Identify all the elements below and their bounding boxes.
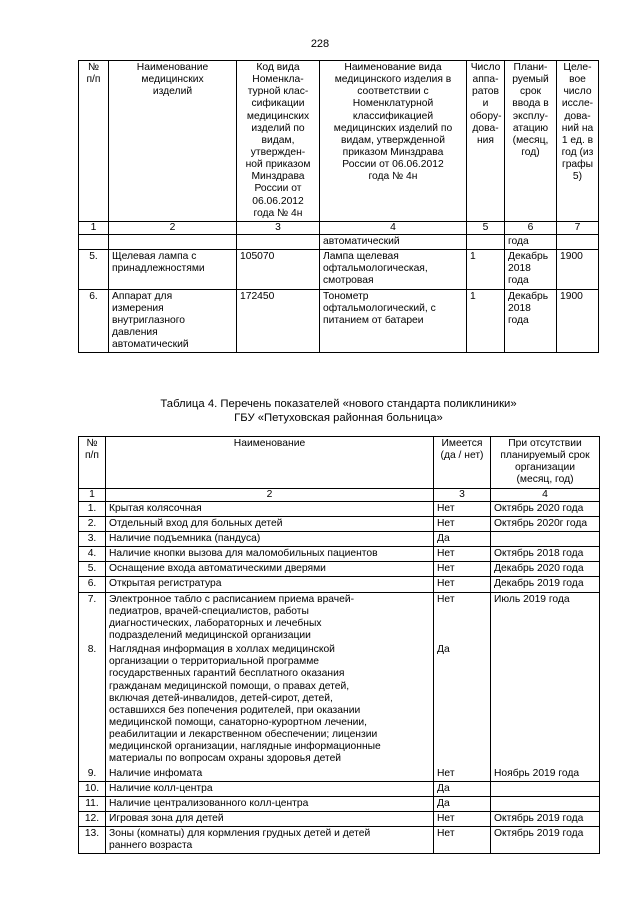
planned-date xyxy=(491,781,600,796)
planned-date: Декабрь 2018 года xyxy=(505,289,557,353)
page-number: 228 xyxy=(310,38,330,50)
row-number: 6. xyxy=(79,289,109,353)
planned-date: Декабрь 2020 года xyxy=(491,562,600,577)
table-row xyxy=(79,516,600,531)
availability: Да xyxy=(434,643,491,766)
header-cell: Плани- руемый срок ввода в эксплу- атацию (месяц, год) xyxy=(505,61,557,222)
indicator-name: Наличие централизованного колл-центра xyxy=(106,796,434,811)
availability: Да xyxy=(434,531,491,546)
table-row xyxy=(79,250,599,289)
planned-date xyxy=(491,531,600,546)
header-cell: Наименование медицинских изделий xyxy=(109,61,237,222)
table-row xyxy=(79,796,600,811)
column-number: 6 xyxy=(505,221,557,234)
row-number: 5. xyxy=(79,562,106,577)
row-number: 7. xyxy=(79,592,106,643)
column-number: 1 xyxy=(79,221,109,234)
availability: Нет xyxy=(434,562,491,577)
availability: Нет xyxy=(434,811,491,826)
table-row xyxy=(79,562,600,577)
indicator-name: Зоны (комнаты) для кормления грудных детей и детей раннего возраста xyxy=(106,827,434,854)
indicator-name: Оснащение входа автоматическими дверями xyxy=(106,562,434,577)
availability: Нет xyxy=(434,577,491,592)
planned-date: Октябрь 2020г года xyxy=(491,516,600,531)
row-number: 2. xyxy=(79,516,106,531)
standard-indicators-table xyxy=(78,436,600,854)
indicator-name: Открытая регистратура xyxy=(106,577,434,592)
device-count: 1 xyxy=(467,250,505,289)
column-number-row xyxy=(79,488,600,501)
column-number: 1 xyxy=(79,488,106,501)
table-row xyxy=(79,289,599,353)
header-cell: Наименование xyxy=(106,437,434,489)
planned-date: Октябрь 2019 года xyxy=(491,827,600,854)
table-row xyxy=(79,811,600,826)
planned-date xyxy=(491,796,600,811)
table-row xyxy=(79,234,599,249)
planned-date: Октябрь 2020 года xyxy=(491,501,600,516)
indicator-name: Наглядная информация в холлах медицинской организации о территориальной программе государственных гарантий бесплатного оказания гражданам медицинской помощи, о правах детей, включая детей-инвалидов, детей-сирот, детей, оставшихся без попечения родителей, при оказании медицинской помощи, санаторно-курортном лечении, реабилитации и лекарственном обеспечении; лицензии медицинской организации, наглядные информационные материалы по вопросам охраны здоровья детей xyxy=(106,643,434,766)
row-number: 12. xyxy=(79,811,106,826)
row-number: 4. xyxy=(79,547,106,562)
table-row xyxy=(79,643,600,766)
indicator-name: Наличие кнопки вызова для маломобильных пациентов xyxy=(106,547,434,562)
table-row xyxy=(79,531,600,546)
table-row xyxy=(79,501,600,516)
caption-line: ГБУ «Петуховская районная больница» xyxy=(234,412,443,425)
availability: Нет xyxy=(434,516,491,531)
column-number: 7 xyxy=(557,221,599,234)
header-cell: Число аппа- ратов и обору- дова- ния xyxy=(467,61,505,222)
table-caption xyxy=(78,397,599,425)
device-code: 105070 xyxy=(237,250,320,289)
column-number: 2 xyxy=(106,488,434,501)
availability: Да xyxy=(434,796,491,811)
planned-date: Декабрь 2018 года xyxy=(505,250,557,289)
device-name: Щелевая лампа с принадлежностями xyxy=(109,250,237,289)
planned-date: года xyxy=(505,234,557,249)
availability: Нет xyxy=(434,547,491,562)
device-type-name: Тонометр офтальмологический, с питанием от батареи xyxy=(320,289,467,353)
device-name: Аппарат для измерения внутриглазного давления автоматический xyxy=(109,289,237,353)
column-number: 4 xyxy=(320,221,467,234)
column-number: 5 xyxy=(467,221,505,234)
planned-date: Октябрь 2018 года xyxy=(491,547,600,562)
row-number: 10. xyxy=(79,781,106,796)
table-header-row xyxy=(79,437,600,489)
planned-date: Ноябрь 2019 года xyxy=(491,767,600,782)
indicator-name: Наличие колл-центра xyxy=(106,781,434,796)
device-name xyxy=(109,234,237,249)
equipment-table xyxy=(78,60,599,353)
header-cell: Наименование вида медицинского изделия в соответствии с Номенклатурной классификацией медицинских изделий по видам, утвержденной приказом Минздрава России от 06.06.2012 года № 4н xyxy=(320,61,467,222)
table-row xyxy=(79,767,600,782)
planned-date: Декабрь 2019 года xyxy=(491,577,600,592)
target-studies: 1900 xyxy=(557,289,599,353)
indicator-name: Крытая колясочная xyxy=(106,501,434,516)
table-header-row xyxy=(79,61,599,222)
availability: Нет xyxy=(434,592,491,643)
device-code: 172450 xyxy=(237,289,320,353)
indicator-name: Игровая зона для детей xyxy=(106,811,434,826)
device-count: 1 xyxy=(467,289,505,353)
planned-date: Октябрь 2019 года xyxy=(491,811,600,826)
header-cell: При отсутствии планируемый срок организации (месяц, год) xyxy=(491,437,600,489)
column-number-row xyxy=(79,221,599,234)
column-number: 2 xyxy=(109,221,237,234)
planned-date: Июль 2019 года xyxy=(491,592,600,643)
row-number: 9. xyxy=(79,767,106,782)
row-number: 13. xyxy=(79,827,106,854)
row-number: 5. xyxy=(79,250,109,289)
device-count xyxy=(467,234,505,249)
indicator-name: Наличие подъемника (пандуса) xyxy=(106,531,434,546)
header-cell: Код вида Номенкла- турной клас- сификации медицинских изделий по видам, утвержден- ной приказом Минздрава России от 06.06.2012 года № 4н xyxy=(237,61,320,222)
indicator-name: Отдельный вход для больных детей xyxy=(106,516,434,531)
availability: Нет xyxy=(434,501,491,516)
header-cell: № п/п xyxy=(79,437,106,489)
row-number xyxy=(79,234,109,249)
target-studies xyxy=(557,234,599,249)
table-row xyxy=(79,827,600,854)
availability: Нет xyxy=(434,767,491,782)
column-number: 4 xyxy=(491,488,600,501)
caption-line: Таблица 4. Перечень показателей «нового стандарта поликлиники» xyxy=(160,398,517,410)
table-row xyxy=(79,577,600,592)
table-row xyxy=(79,781,600,796)
column-number: 3 xyxy=(237,221,320,234)
device-code xyxy=(237,234,320,249)
availability: Да xyxy=(434,781,491,796)
device-type-name: автоматический xyxy=(320,234,467,249)
row-number: 6. xyxy=(79,577,106,592)
planned-date xyxy=(491,643,600,766)
target-studies: 1900 xyxy=(557,250,599,289)
row-number: 3. xyxy=(79,531,106,546)
row-number: 11. xyxy=(79,796,106,811)
device-type-name: Лампа щелевая офтальмологическая, смотровая xyxy=(320,250,467,289)
indicator-name: Электронное табло с расписанием приема врачей- педиатров, врачей-специалистов, работы диагностических, лабораторных и лечебных подразделений медицинской организации xyxy=(106,592,434,643)
row-number: 8. xyxy=(79,643,106,766)
header-cell: Имеется (да / нет) xyxy=(434,437,491,489)
indicator-name: Наличие инфомата xyxy=(106,767,434,782)
header-cell: № п/п xyxy=(79,61,109,222)
row-number: 1. xyxy=(79,501,106,516)
availability: Нет xyxy=(434,827,491,854)
table-row xyxy=(79,547,600,562)
header-cell: Целе- вое число иссле- дова- ний на 1 ед. в год (из графы 5) xyxy=(557,61,599,222)
table-row xyxy=(79,592,600,643)
column-number: 3 xyxy=(434,488,491,501)
